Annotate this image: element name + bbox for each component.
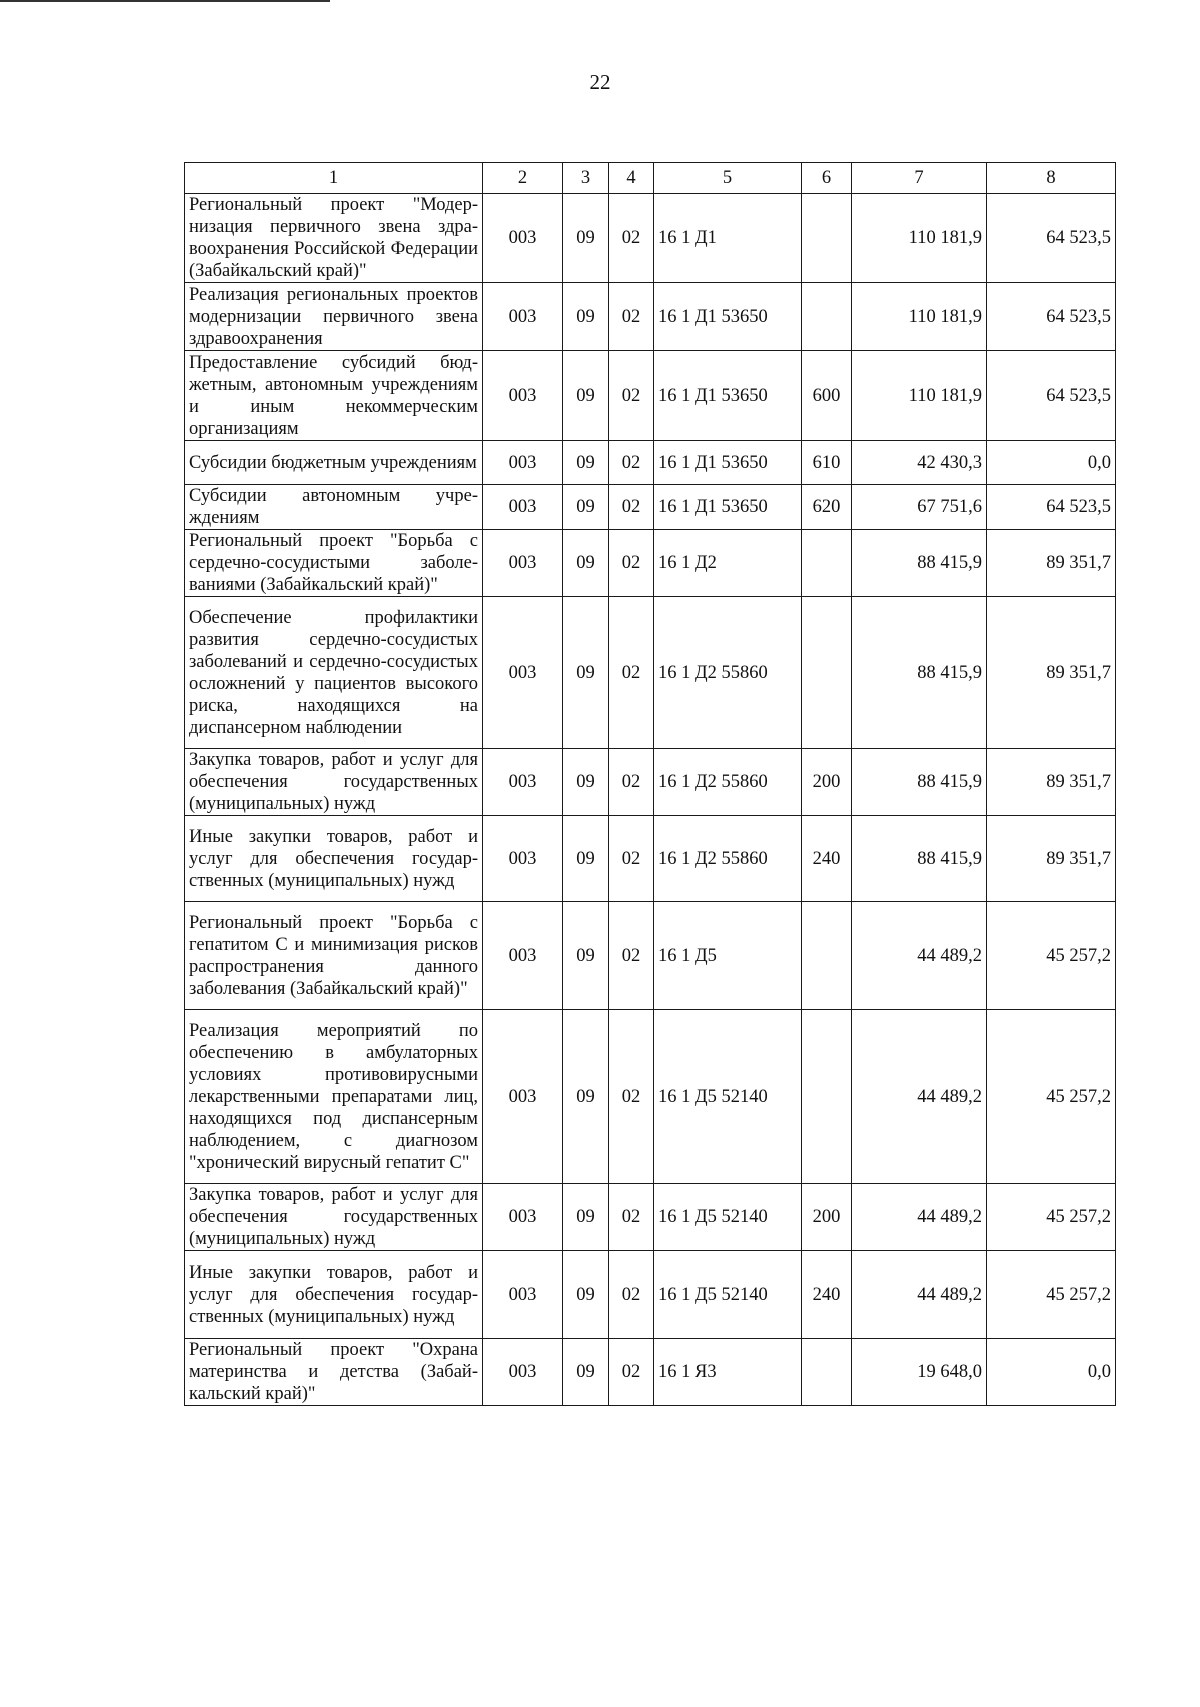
row-name-cell: Субсидии бюджетным учреждениям (185, 441, 483, 485)
target-article-cell: 16 1 Д5 52140 (654, 1010, 802, 1184)
grbs-code-cell: 003 (483, 597, 563, 749)
row-name-cell: Реализация мероприятий по обеспечению в амбулаторных условиях противовирусными лекарственными препаратами лиц, находящихся под диспансерным наблюдением, с диагнозом "хронический вирусный гепатит С" (185, 1010, 483, 1184)
section-code-cell: 09 (563, 485, 609, 530)
grbs-code-cell: 003 (483, 902, 563, 1010)
expense-type-cell (802, 194, 852, 283)
grbs-code-cell: 003 (483, 1339, 563, 1406)
row-name-cell: Региональный проект "Борьба с сердечно-сосудистыми заболеваниями (Забайкальский край)" (185, 530, 483, 597)
amount-year2-cell: 0,0 (987, 1339, 1116, 1406)
column-header: 6 (802, 163, 852, 194)
target-article-cell: 16 1 Я3 (654, 1339, 802, 1406)
row-name-cell: Иные закупки товаров, работ и услуг для обеспечения государственных (муниципальных) нужд (185, 816, 483, 902)
section-code-cell: 09 (563, 1251, 609, 1339)
amount-year1-cell: 88 415,9 (852, 816, 987, 902)
section-code-cell: 09 (563, 283, 609, 351)
amount-year1-cell: 88 415,9 (852, 530, 987, 597)
subsection-code-cell: 02 (609, 283, 654, 351)
target-article-cell: 16 1 Д1 53650 (654, 485, 802, 530)
amount-year2-cell: 64 523,5 (987, 194, 1116, 283)
row-name-cell: Закупка товаров, работ и услуг для обеспечения государственных (муниципальных) нужд (185, 749, 483, 816)
section-code-cell: 09 (563, 194, 609, 283)
amount-year1-cell: 42 430,3 (852, 441, 987, 485)
column-header: 8 (987, 163, 1116, 194)
table-header-row (185, 163, 1116, 194)
amount-year1-cell: 19 648,0 (852, 1339, 987, 1406)
amount-year1-cell: 44 489,2 (852, 1251, 987, 1339)
subsection-code-cell: 02 (609, 485, 654, 530)
row-name-cell: Реализация региональных проектов модернизации первичного звена здравоохранения (185, 283, 483, 351)
table-row (185, 485, 1116, 530)
amount-year1-cell: 88 415,9 (852, 597, 987, 749)
table-row (185, 1010, 1116, 1184)
budget-table (184, 162, 1116, 1406)
grbs-code-cell: 003 (483, 194, 563, 283)
expense-type-cell (802, 1339, 852, 1406)
amount-year2-cell: 45 257,2 (987, 1010, 1116, 1184)
table-body (185, 194, 1116, 1406)
subsection-code-cell: 02 (609, 597, 654, 749)
target-article-cell: 16 1 Д2 55860 (654, 597, 802, 749)
row-name-cell: Иные закупки товаров, работ и услуг для обеспечения государственных (муниципальных) нужд (185, 1251, 483, 1339)
subsection-code-cell: 02 (609, 194, 654, 283)
subsection-code-cell: 02 (609, 902, 654, 1010)
row-name-cell: Предоставление субсидий бюджетным, автономным учреждениям и иным некоммерческим организациям (185, 351, 483, 441)
table-row (185, 1184, 1116, 1251)
amount-year2-cell: 64 523,5 (987, 283, 1116, 351)
section-code-cell: 09 (563, 816, 609, 902)
expense-type-cell (802, 530, 852, 597)
subsection-code-cell: 02 (609, 530, 654, 597)
subsection-code-cell: 02 (609, 1184, 654, 1251)
grbs-code-cell: 003 (483, 1251, 563, 1339)
amount-year1-cell: 110 181,9 (852, 194, 987, 283)
amount-year2-cell: 45 257,2 (987, 1184, 1116, 1251)
section-code-cell: 09 (563, 902, 609, 1010)
column-header: 7 (852, 163, 987, 194)
subsection-code-cell: 02 (609, 1251, 654, 1339)
amount-year1-cell: 110 181,9 (852, 283, 987, 351)
target-article-cell: 16 1 Д5 52140 (654, 1251, 802, 1339)
subsection-code-cell: 02 (609, 441, 654, 485)
section-code-cell: 09 (563, 1184, 609, 1251)
table-row (185, 283, 1116, 351)
expense-type-cell: 620 (802, 485, 852, 530)
table-row (185, 816, 1116, 902)
target-article-cell: 16 1 Д1 (654, 194, 802, 283)
grbs-code-cell: 003 (483, 1010, 563, 1184)
table-row (185, 1251, 1116, 1339)
amount-year2-cell: 89 351,7 (987, 816, 1116, 902)
grbs-code-cell: 003 (483, 351, 563, 441)
subsection-code-cell: 02 (609, 1339, 654, 1406)
scan-edge-line (0, 0, 330, 2)
page-number: 22 (589, 70, 611, 94)
expense-type-cell (802, 902, 852, 1010)
amount-year2-cell: 0,0 (987, 441, 1116, 485)
amount-year1-cell: 44 489,2 (852, 1010, 987, 1184)
amount-year2-cell: 89 351,7 (987, 530, 1116, 597)
target-article-cell: 16 1 Д2 55860 (654, 816, 802, 902)
expense-type-cell (802, 597, 852, 749)
expense-type-cell: 610 (802, 441, 852, 485)
row-name-cell: Обеспечение профилактики развития сердечно-сосудистых заболеваний и сердечно-сосудистых осложнений у пациентов высокого риска, находящихся на диспансерном наблюдении (185, 597, 483, 749)
grbs-code-cell: 003 (483, 441, 563, 485)
column-header: 4 (609, 163, 654, 194)
row-name-cell: Закупка товаров, работ и услуг для обеспечения государственных (муниципальных) нужд (185, 1184, 483, 1251)
row-name-cell: Региональный проект "Модернизация первичного звена здравоохранения Российской Федерации (Забайкальский край)" (185, 194, 483, 283)
section-code-cell: 09 (563, 351, 609, 441)
amount-year1-cell: 67 751,6 (852, 485, 987, 530)
grbs-code-cell: 003 (483, 485, 563, 530)
grbs-code-cell: 003 (483, 749, 563, 816)
section-code-cell: 09 (563, 530, 609, 597)
section-code-cell: 09 (563, 597, 609, 749)
grbs-code-cell: 003 (483, 1184, 563, 1251)
column-header: 1 (185, 163, 483, 194)
column-header: 5 (654, 163, 802, 194)
table-row (185, 351, 1116, 441)
section-code-cell: 09 (563, 441, 609, 485)
amount-year2-cell: 64 523,5 (987, 351, 1116, 441)
amount-year1-cell: 88 415,9 (852, 749, 987, 816)
table-row (185, 597, 1116, 749)
amount-year2-cell: 89 351,7 (987, 749, 1116, 816)
amount-year2-cell: 89 351,7 (987, 597, 1116, 749)
target-article-cell: 16 1 Д2 55860 (654, 749, 802, 816)
expense-type-cell (802, 283, 852, 351)
row-name-cell: Региональный проект "Борьба с гепатитом С и минимизация рисков распространения данного заболевания (Забайкальский край)" (185, 902, 483, 1010)
column-header: 3 (563, 163, 609, 194)
amount-year2-cell: 45 257,2 (987, 902, 1116, 1010)
subsection-code-cell: 02 (609, 1010, 654, 1184)
section-code-cell: 09 (563, 1339, 609, 1406)
expense-type-cell: 200 (802, 1184, 852, 1251)
target-article-cell: 16 1 Д5 52140 (654, 1184, 802, 1251)
row-name-cell: Субсидии автономным учреждениям (185, 485, 483, 530)
subsection-code-cell: 02 (609, 351, 654, 441)
expense-type-cell: 200 (802, 749, 852, 816)
target-article-cell: 16 1 Д1 53650 (654, 283, 802, 351)
subsection-code-cell: 02 (609, 816, 654, 902)
grbs-code-cell: 003 (483, 530, 563, 597)
expense-type-cell: 240 (802, 1251, 852, 1339)
amount-year2-cell: 64 523,5 (987, 485, 1116, 530)
target-article-cell: 16 1 Д2 (654, 530, 802, 597)
table-row (185, 530, 1116, 597)
expense-type-cell (802, 1010, 852, 1184)
target-article-cell: 16 1 Д1 53650 (654, 351, 802, 441)
amount-year1-cell: 110 181,9 (852, 351, 987, 441)
section-code-cell: 09 (563, 1010, 609, 1184)
section-code-cell: 09 (563, 749, 609, 816)
target-article-cell: 16 1 Д1 53650 (654, 441, 802, 485)
amount-year1-cell: 44 489,2 (852, 902, 987, 1010)
amount-year1-cell: 44 489,2 (852, 1184, 987, 1251)
grbs-code-cell: 003 (483, 816, 563, 902)
table-row (185, 1339, 1116, 1406)
row-name-cell: Региональный проект "Охрана материнства и детства (Забайкальский край)" (185, 1339, 483, 1406)
expense-type-cell: 600 (802, 351, 852, 441)
amount-year2-cell: 45 257,2 (987, 1251, 1116, 1339)
column-header: 2 (483, 163, 563, 194)
target-article-cell: 16 1 Д5 (654, 902, 802, 1010)
grbs-code-cell: 003 (483, 283, 563, 351)
table-row (185, 749, 1116, 816)
table-row (185, 902, 1116, 1010)
expense-type-cell: 240 (802, 816, 852, 902)
subsection-code-cell: 02 (609, 749, 654, 816)
table-row (185, 441, 1116, 485)
table-row (185, 194, 1116, 283)
